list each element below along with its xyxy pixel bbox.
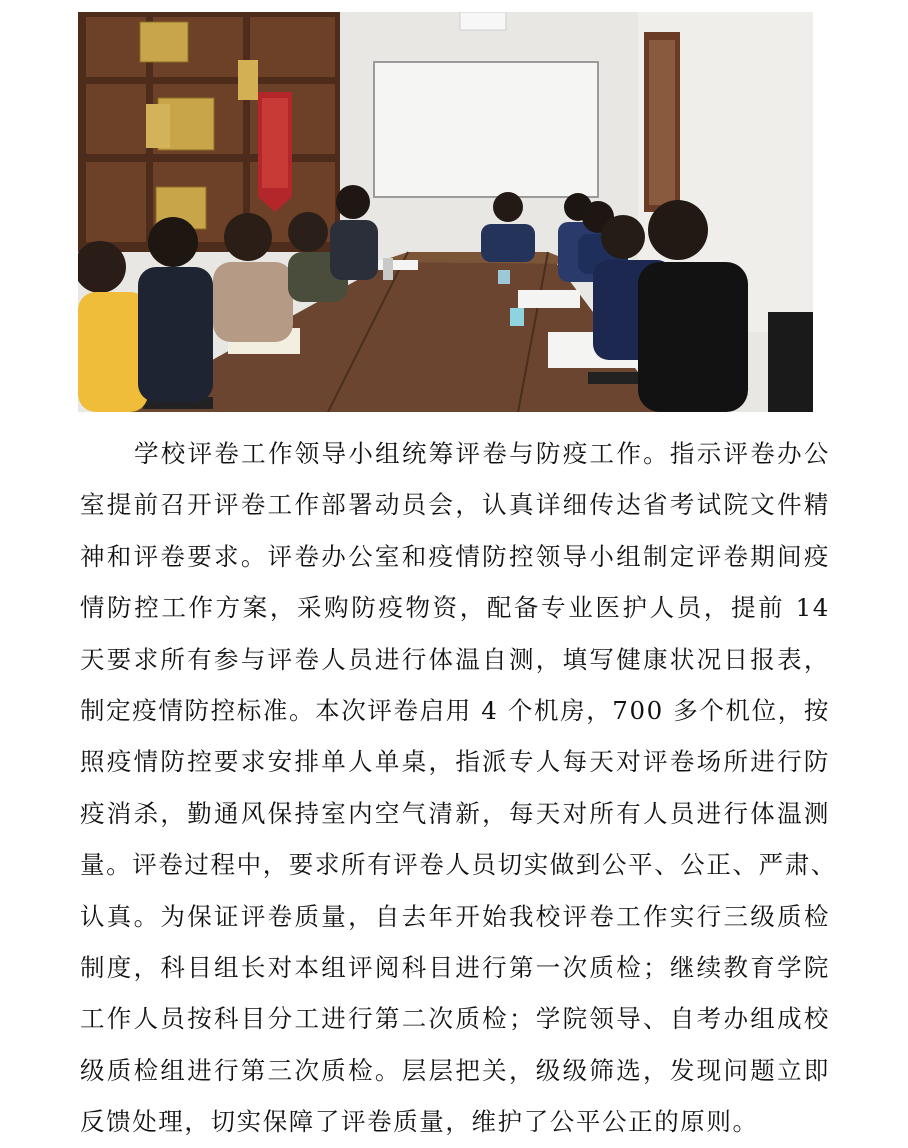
text-line: 学校评卷工作领导小组统筹评卷与防疫工作。指示评卷办公 [134, 439, 830, 468]
article-paragraph [80, 428, 837, 1148]
text-line: 工作人员按科目分工进行第二次质检；学院领导、自考办组成校 [80, 1004, 830, 1034]
text-line: 制定疫情防控标准。本次评卷启用 4 个机房，700 多个机位，按 [80, 696, 830, 726]
text-line: 级质检组进行第三次质检。层层把关，级级筛选，发现问题立即 [80, 1055, 830, 1085]
meeting-photo [78, 12, 813, 412]
text-line: 量。评卷过程中，要求所有评卷人员切实做到公平、公正、严肃、 [80, 850, 837, 880]
text-line: 照疫情防控要求安排单人单桌，指派专人每天对评卷场所进行防 [80, 747, 830, 777]
text-line: 情防控工作方案，采购防疫物资，配备专业医护人员，提前 14 [80, 593, 830, 623]
text-line: 室提前召开评卷工作部署动员会，认真详细传达省考试院文件精 [80, 490, 830, 520]
article-body [80, 428, 837, 1148]
text-line: 认真。为保证评卷质量，自去年开始我校评卷工作实行三级质检 [80, 901, 830, 931]
text-line: 疫消杀，勤通风保持室内空气清新，每天对所有人员进行体温测 [80, 798, 830, 828]
text-line: 神和评卷要求。评卷办公室和疫情防控领导小组制定评卷期间疫 [80, 541, 830, 571]
meeting-photo-illustration [78, 12, 813, 412]
text-line: 反馈处理，切实保障了评卷质量，维护了公平公正的原则。 [80, 1107, 759, 1137]
text-line: 制度，科目组长对本组评阅科目进行第一次质检；继续教育学院 [80, 953, 830, 983]
text-line: 天要求所有参与评卷人员进行体温自测，填写健康状况日报表， [80, 644, 830, 674]
